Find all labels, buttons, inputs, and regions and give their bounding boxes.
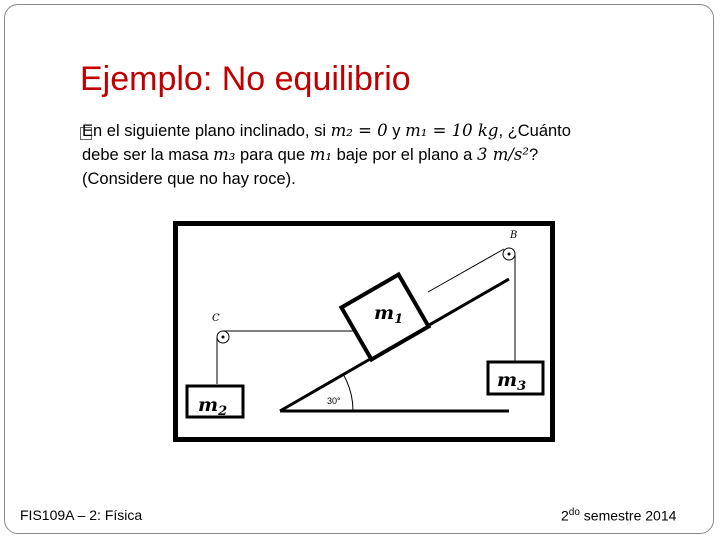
statement-line-2	[82, 143, 682, 167]
math-m2-eq: m₂ = 0	[330, 121, 388, 140]
text-segment: , ¿Cuánto	[498, 122, 571, 140]
footer-course: FIS109A – 2: Física	[20, 507, 143, 523]
block-m3-label: $m_3$	[497, 369, 527, 394]
footer-semester	[561, 507, 676, 524]
math-acceleration: 3 m/s²	[476, 145, 529, 164]
math-m3: m₃	[213, 145, 236, 164]
inclined-plane-diagram	[173, 221, 555, 442]
text-segment: ?	[528, 146, 539, 164]
footer-semester-text: semestre 2014	[579, 507, 677, 524]
text-segment: debe ser la masa	[82, 146, 214, 164]
footer-semester-number: 2	[561, 507, 569, 524]
pulley-c-label: C	[212, 313, 220, 324]
pulley-c-axle	[222, 336, 225, 339]
footer-semester-suffix: do	[568, 507, 580, 518]
slide-title: Ejemplo: No equilibrio	[80, 60, 411, 98]
block-m1-label: $m_1$	[374, 302, 404, 327]
text-segment: baje por el plano a	[332, 146, 477, 164]
block-m2-label: $m_2$	[198, 394, 228, 419]
math-m1-eq: m₁ = 10 kg	[405, 121, 499, 140]
math-m1: m₁	[309, 145, 332, 164]
text-segment: y	[387, 122, 406, 140]
text-segment: para que	[235, 146, 310, 164]
statement-line-1	[82, 119, 682, 143]
angle-label: 30°	[327, 396, 341, 406]
text-segment: En el siguiente plano inclinado, si	[82, 122, 331, 140]
pulley-b-axle	[508, 253, 511, 256]
pulley-b-label: B	[510, 230, 518, 241]
problem-statement	[82, 119, 682, 191]
statement-line-3: (Considere que no hay roce).	[82, 170, 296, 188]
